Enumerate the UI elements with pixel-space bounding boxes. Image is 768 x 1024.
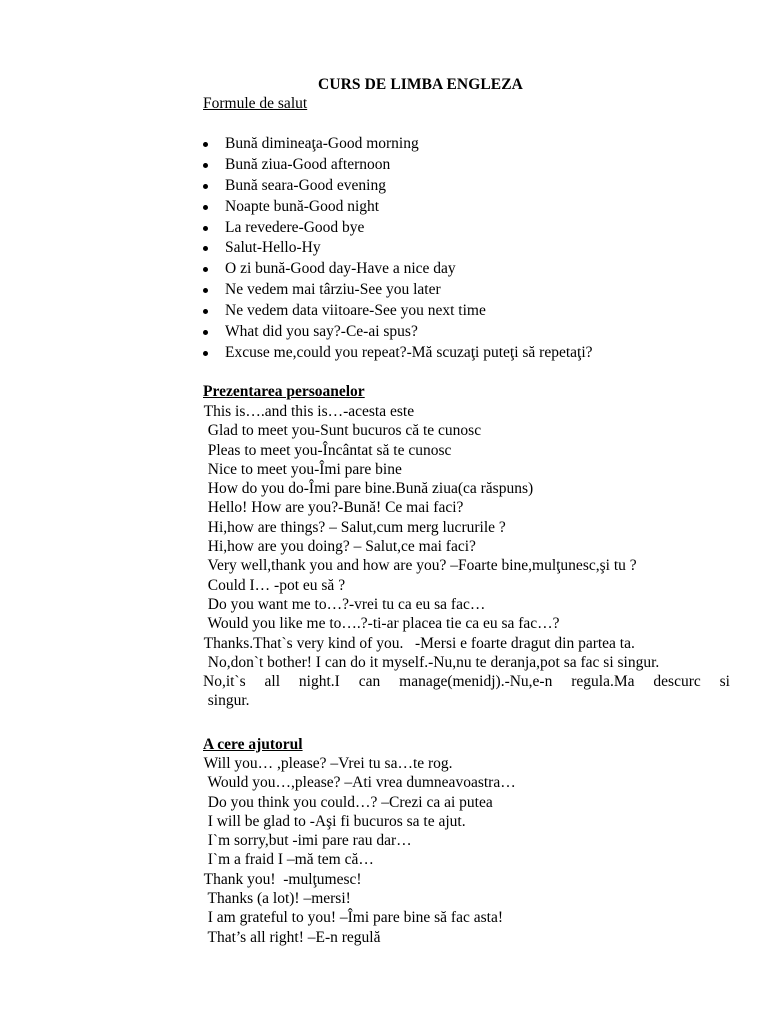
list-item-text: What did you say?-Ce-ai spus?: [225, 323, 418, 341]
list-item-text: Ne vedem mai târziu-See you later: [225, 281, 441, 299]
text-line: singur.: [200, 692, 250, 710]
list-item-text: Noapte bună-Good night: [225, 197, 380, 215]
list-item-text: O zi bună-Good day-Have a nice day: [225, 260, 456, 278]
text-line: Nice to meet you-Îmi pare bine: [200, 460, 402, 478]
list-item-text: Bună seara-Good evening: [225, 176, 386, 194]
list-item: [203, 280, 593, 301]
list-item: [203, 155, 593, 176]
text-line: Hi,how are things? – Salut,cum merg lucrurile ?: [200, 518, 506, 536]
list-item: [203, 176, 593, 197]
text-line: Thanks (a lot)! –mersi!: [200, 890, 351, 908]
text-line: No,it`s all night.I can manage(menidj).-Nu,e-n regula.Ma descurc si: [203, 673, 730, 691]
bullet-icon: [203, 351, 208, 356]
list-item: [203, 197, 593, 218]
list-item-text: Ne vedem data viitoare-See you next time: [225, 302, 486, 320]
bullet-icon: [203, 142, 208, 147]
text-line: I`m sorry,but -imi pare rau dar…: [200, 832, 412, 850]
list-item-text: Bună ziua-Good afternoon: [225, 155, 391, 173]
bullet-icon: [203, 163, 208, 168]
list-item: [203, 238, 593, 259]
list-item-text: Excuse me,could you repeat?-Mă scuzaţi puteţi să repetaţi?: [225, 343, 593, 361]
asking-help-heading: A cere ajutorul: [203, 736, 303, 753]
text-line: Would you like me to….?-ti-ar placea tie ca eu sa fac…?: [200, 615, 560, 633]
text-line: This is….and this is…-acesta este: [200, 403, 415, 420]
bullet-icon: [203, 309, 208, 314]
bullet-icon: [203, 330, 208, 335]
text-line: Pleas to meet you-Încântat să te cunosc: [200, 441, 452, 459]
asking-help-lines: [200, 754, 730, 947]
list-item-text: La revedere-Good bye: [225, 218, 365, 236]
text-line: I will be glad to -Aşi fi bucuros sa te ajut.: [200, 812, 466, 830]
list-item: [203, 134, 593, 155]
text-line: Hi,how are you doing? – Salut,ce mai faci?: [200, 538, 476, 556]
bullet-icon: [203, 288, 208, 293]
text-line: Will you… ,please? –Vrei tu sa…te rog.: [200, 755, 453, 772]
text-line: No,don`t bother! I can do it myself.-Nu,nu te deranja,pot sa fac si singur.: [200, 653, 660, 671]
document-title: CURS DE LIMBA ENGLEZA: [318, 76, 523, 93]
bullet-icon: [203, 184, 208, 189]
text-line: Could I… -pot eu să ?: [200, 576, 346, 594]
text-line: I`m a fraid I –mă tem că…: [200, 851, 374, 869]
text-line: Thanks.That`s very kind of you. -Mersi e foarte dragut din partea ta.: [200, 634, 635, 652]
text-line: Very well,thank you and how are you? –Foarte bine,mulţunesc,şi tu ?: [200, 557, 637, 575]
text-line: I am grateful to you! –Îmi pare bine să fac asta!: [200, 909, 503, 927]
list-item-text: Salut-Hello-Hy: [225, 239, 321, 257]
list-item-text: Bună dimineaţa-Good morning: [225, 135, 419, 152]
bullet-icon: [203, 205, 208, 210]
text-line: Do you think you could…? –Crezi ca ai putea: [200, 793, 493, 811]
list-item: [203, 322, 593, 343]
introductions-heading: Prezentarea persoanelor: [203, 383, 365, 400]
list-item: [203, 259, 593, 280]
bullet-icon: [203, 226, 208, 231]
greetings-list: [203, 134, 593, 364]
text-line: That’s all right! –E-n regulă: [200, 928, 381, 946]
text-line: How do you do-Îmi pare bine.Bună ziua(ca răspuns): [200, 480, 534, 498]
bullet-icon: [203, 267, 208, 272]
text-line: Hello! How are you?-Bună! Ce mai faci?: [200, 499, 464, 517]
text-line: Would you…,please? –Ati vrea dumneavoastra…: [200, 774, 516, 792]
text-line: Thank you! -mulţumesc!: [200, 870, 362, 888]
list-item: [203, 301, 593, 322]
introductions-lines: [200, 402, 730, 711]
list-item: [203, 343, 593, 364]
document-subtitle: Formule de salut: [203, 95, 308, 112]
bullet-icon: [203, 246, 208, 251]
text-line: Do you want me to…?-vrei tu ca eu sa fac…: [200, 595, 486, 613]
text-line: Glad to meet you-Sunt bucuros că te cunosc: [200, 422, 482, 440]
list-item: [203, 218, 593, 239]
